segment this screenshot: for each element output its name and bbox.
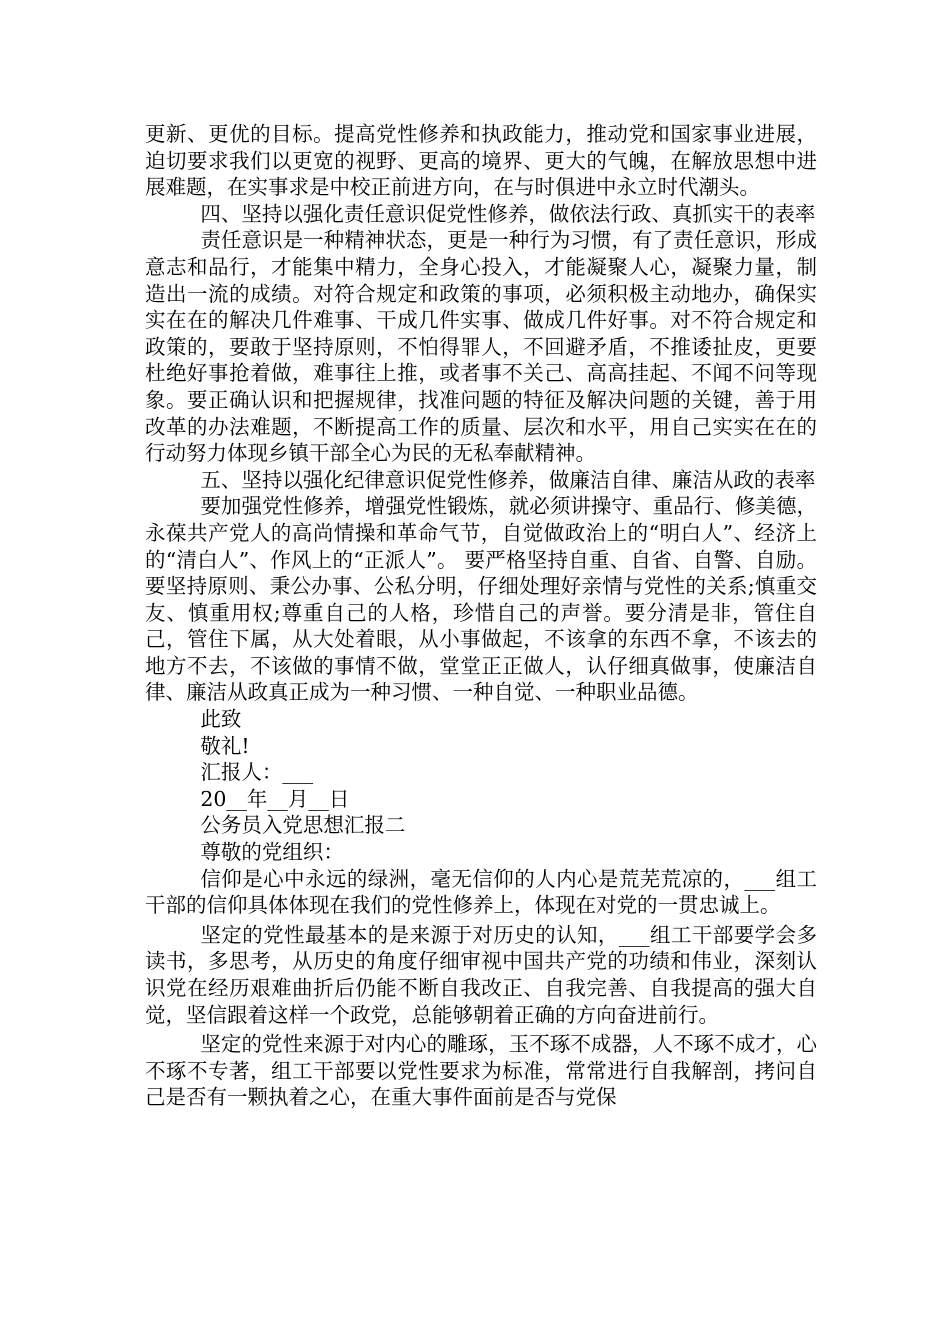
paragraph-faith: 信仰是心中永远的绿洲，毫无信仰的人内心是荒芜荒凉的，___组工干部的信仰具体体现在我们的党性修养上，体现在对党的一贯忠诚上。 (145, 866, 817, 918)
section-heading-four: 四、坚持以强化责任意识促党性修养，做依法行政、真抓实干的表率 (200, 201, 816, 226)
paragraph-discipline: 要加强党性修养，增强党性锻炼，就必须讲操守、重品行、修美德，永葆共产党人的高尚情操和革命气节，自觉做政治上的“明白人”、经济上的“清白人”、作风上的“正派人”。 要严格坚持自重、自省、自警、自励。要坚持原则、秉公办事、公私分明，仔细处理好亲情与党性的关系;慎重交友、慎重用权;尊重自己的人格，珍惜自己的声誉。要分清是非，管住自己，管住下属，从大处着眼，从小事做起，不该拿的东西不拿，不该去的地方不去，不该做的事情不做，堂堂正正做人，认仔细真做事，使廉洁自律、廉洁从政真正成为一种习惯、一种自觉、一种职业品德。 (145, 494, 817, 705)
paragraph-responsibility: 责任意识是一种精神状态，更是一种行为习惯，有了责任意识，形成意志和品行，才能集中精力，全身心投入，才能凝聚人心，凝聚力量，制造出一流的成绩。对符合规定和政策的事项，必须积极主动地办，确保实实在在的解决几件难事、干成几件实事、做成几件好事。对不符合规定和政策的，要敢于坚持原则，不怕得罪人，不回避矛盾，不推诿扯皮，更要杜绝好事抢着做，难事往上推，或者事不关己、高高挂起、不闻不问等现象。要正确认识和把握规律，找准问题的特征及解决问题的关键，善于用改革的办法难题，不断提高工作的质量、层次和水平，用自己实实在在的行动努力体现乡镇干部全心为民的无私奉献精神。 (145, 228, 817, 466)
paragraph-history: 坚定的党性最基本的是来源于对历史的认知，___组工干部要学会多读书，多思考，从历史的角度仔细审视中国共产党的功绩和伟业，深刻认识党在经历艰难曲折后仍能不断自我改正、自我完善、自我提高的强大自觉，坚信跟着这样一个政党，总能够朝着正确的方向奋进前行。 (145, 922, 817, 1027)
paragraph-continuation: 更新、更优的目标。提高党性修养和执政能力，推动党和国家事业进展，迫切要求我们以更宽的视野、更高的境界、更大的气魄，在解放思想中进展难题，在实事求是中校正前进方向，在与时俱进中永立时代潮头。 (145, 122, 817, 200)
reporter-line: 汇报人：___ (200, 760, 314, 785)
second-report-title: 公务员入党思想汇报二 (200, 813, 406, 838)
document-page (145, 121, 817, 1111)
salutation: 尊敬的党组织： (200, 840, 344, 865)
closing-cizhi: 此致 (200, 707, 242, 732)
date-line: 20__年__月__日 (200, 786, 350, 811)
closing-jingli: 敬礼! (200, 733, 250, 758)
paragraph-inner-cultivation: 坚定的党性来源于对内心的雕琢，玉不琢不成器，人不琢不成才，心不琢不专著，组工干部要以党性要求为标准，常常进行自我解剖，拷问自己是否有一颗执着之心，在重大事件面前是否与党保 (145, 1032, 817, 1110)
section-heading-five: 五、坚持以强化纪律意识促党性修养，做廉洁自律、廉洁从政的表率 (200, 467, 816, 492)
